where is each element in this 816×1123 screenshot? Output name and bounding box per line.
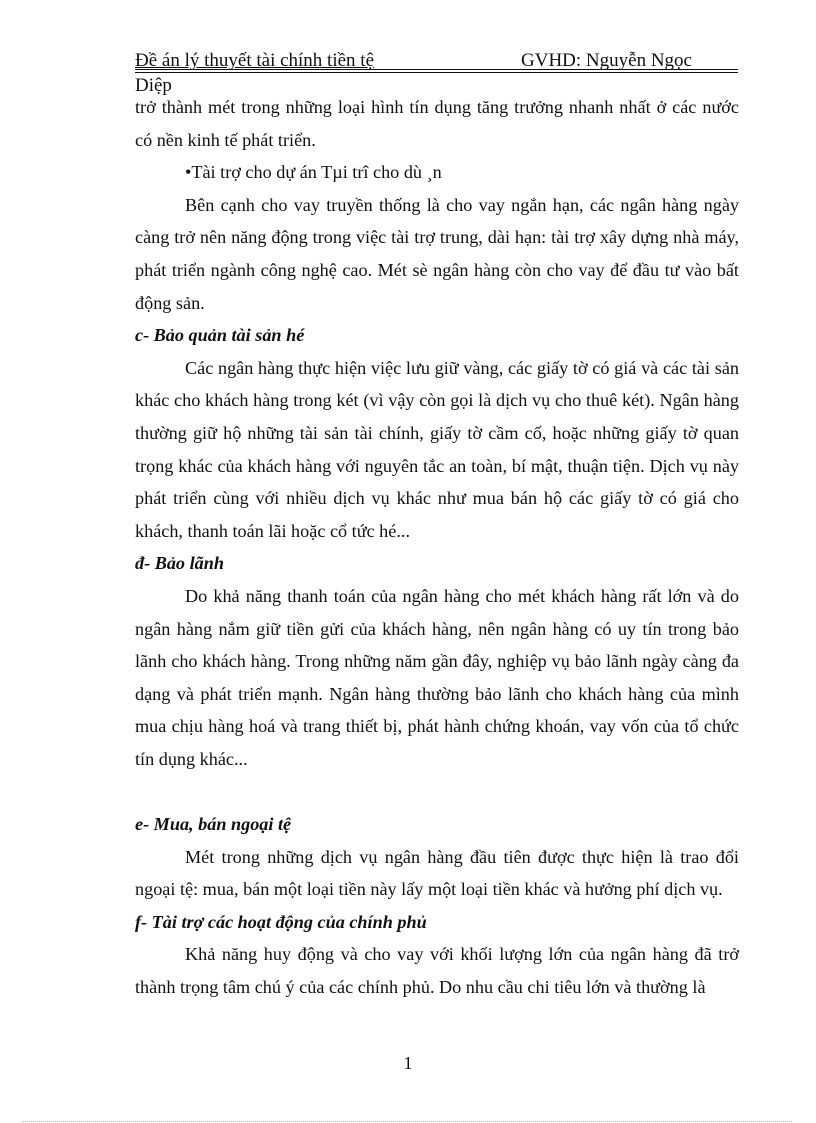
paragraph: Các ngân hàng thực hiện việc lưu giữ vàng, các giấy tờ có giá và các tài sản khác cho khách hàng trong két (vì vậy còn gọi là dịch vụ cho thuê két). Ngân hàng thường giữ hộ những tài sản tài chính, giấy tờ cầm cố, hoặc những giấy tờ quan trọng khác của khách hàng với nguyên tắc an toàn, bí mật, thuận tiện. Dịch vụ này phát triển cùng với nhiều dịch vụ khác như mua bán hộ các giấy tờ có giá cho khách, thanh toán lãi hoặc cổ tức hé... [135,357,739,541]
section-heading: đ- Bảo lãnh [135,553,224,574]
paragraph: Do khả năng thanh toán của ngân hàng cho mét khách hàng rất lớn và do ngân hàng nắm giữ tiền gửi của khách hàng, nên ngân hàng có uy tín trong bảo lãnh cho khách hàng. Trong những năm gần đây, nghiệp vụ bảo lãnh ngày càng đa dạng và phát triển mạnh. Ngân hàng thường bảo lãnh cho khách hàng của mình mua chịu hàng hoá và trang thiết bị, phát hành chứng khoán, vay vốn của tổ chức tín dụng khác... [135,585,739,769]
header-supervisor-continued: Diệp [135,75,172,96]
paragraph: trở thành mét trong những loại hình tín dụng tăng trưởng nhanh nhất ở các nước có nền kinh tế phát triển. [135,97,739,150]
paragraph: Bên cạnh cho vay truyền thống là cho vay ngắn hạn, các ngân hàng ngày càng trở nên năng động trong việc tài trợ trung, dài hạn: tài trợ xây dựng nhà máy, phát triển ngành công nghệ cao. Mét sè ngân hàng còn cho vay để đầu tư vào bất động sản. [135,194,739,313]
paragraph: Khả năng huy động và cho vay với khối lượng lớn của ngân hàng đã trở thành trọng tâm chú ý của các chính phủ. Do nhu cầu chi tiêu lớn và thường là [135,944,739,998]
paragraph: •Tài trợ cho dự án Tµi trî cho dù ¸n [185,162,442,183]
header-rule-top [135,69,738,70]
header-supervisor: GVHD: Nguyễn Ngọc [521,50,692,71]
page-bottom-border [22,1121,792,1122]
section-heading: e- Mua, bán ngoại tệ [135,814,292,835]
section-heading: f- Tài trợ các hoạt động của chính phủ [135,911,427,932]
paragraph: Mét trong những dịch vụ ngân hàng đầu tiên được thực hiện là trao đổi ngoại tệ: mua, bán một loại tiền này lấy một loại tiền khác và hưởng phí dịch vụ. [135,846,739,900]
header-rule-bottom [135,72,738,73]
header-title: Đề án lý thuyết tài chính tiền tệ [135,50,375,71]
page-number: 1 [403,1053,413,1073]
blank-line [135,775,739,808]
running-header [135,48,738,74]
document-body [135,91,739,1004]
section-heading: c- Bảo quản tài sản hé [135,325,305,346]
